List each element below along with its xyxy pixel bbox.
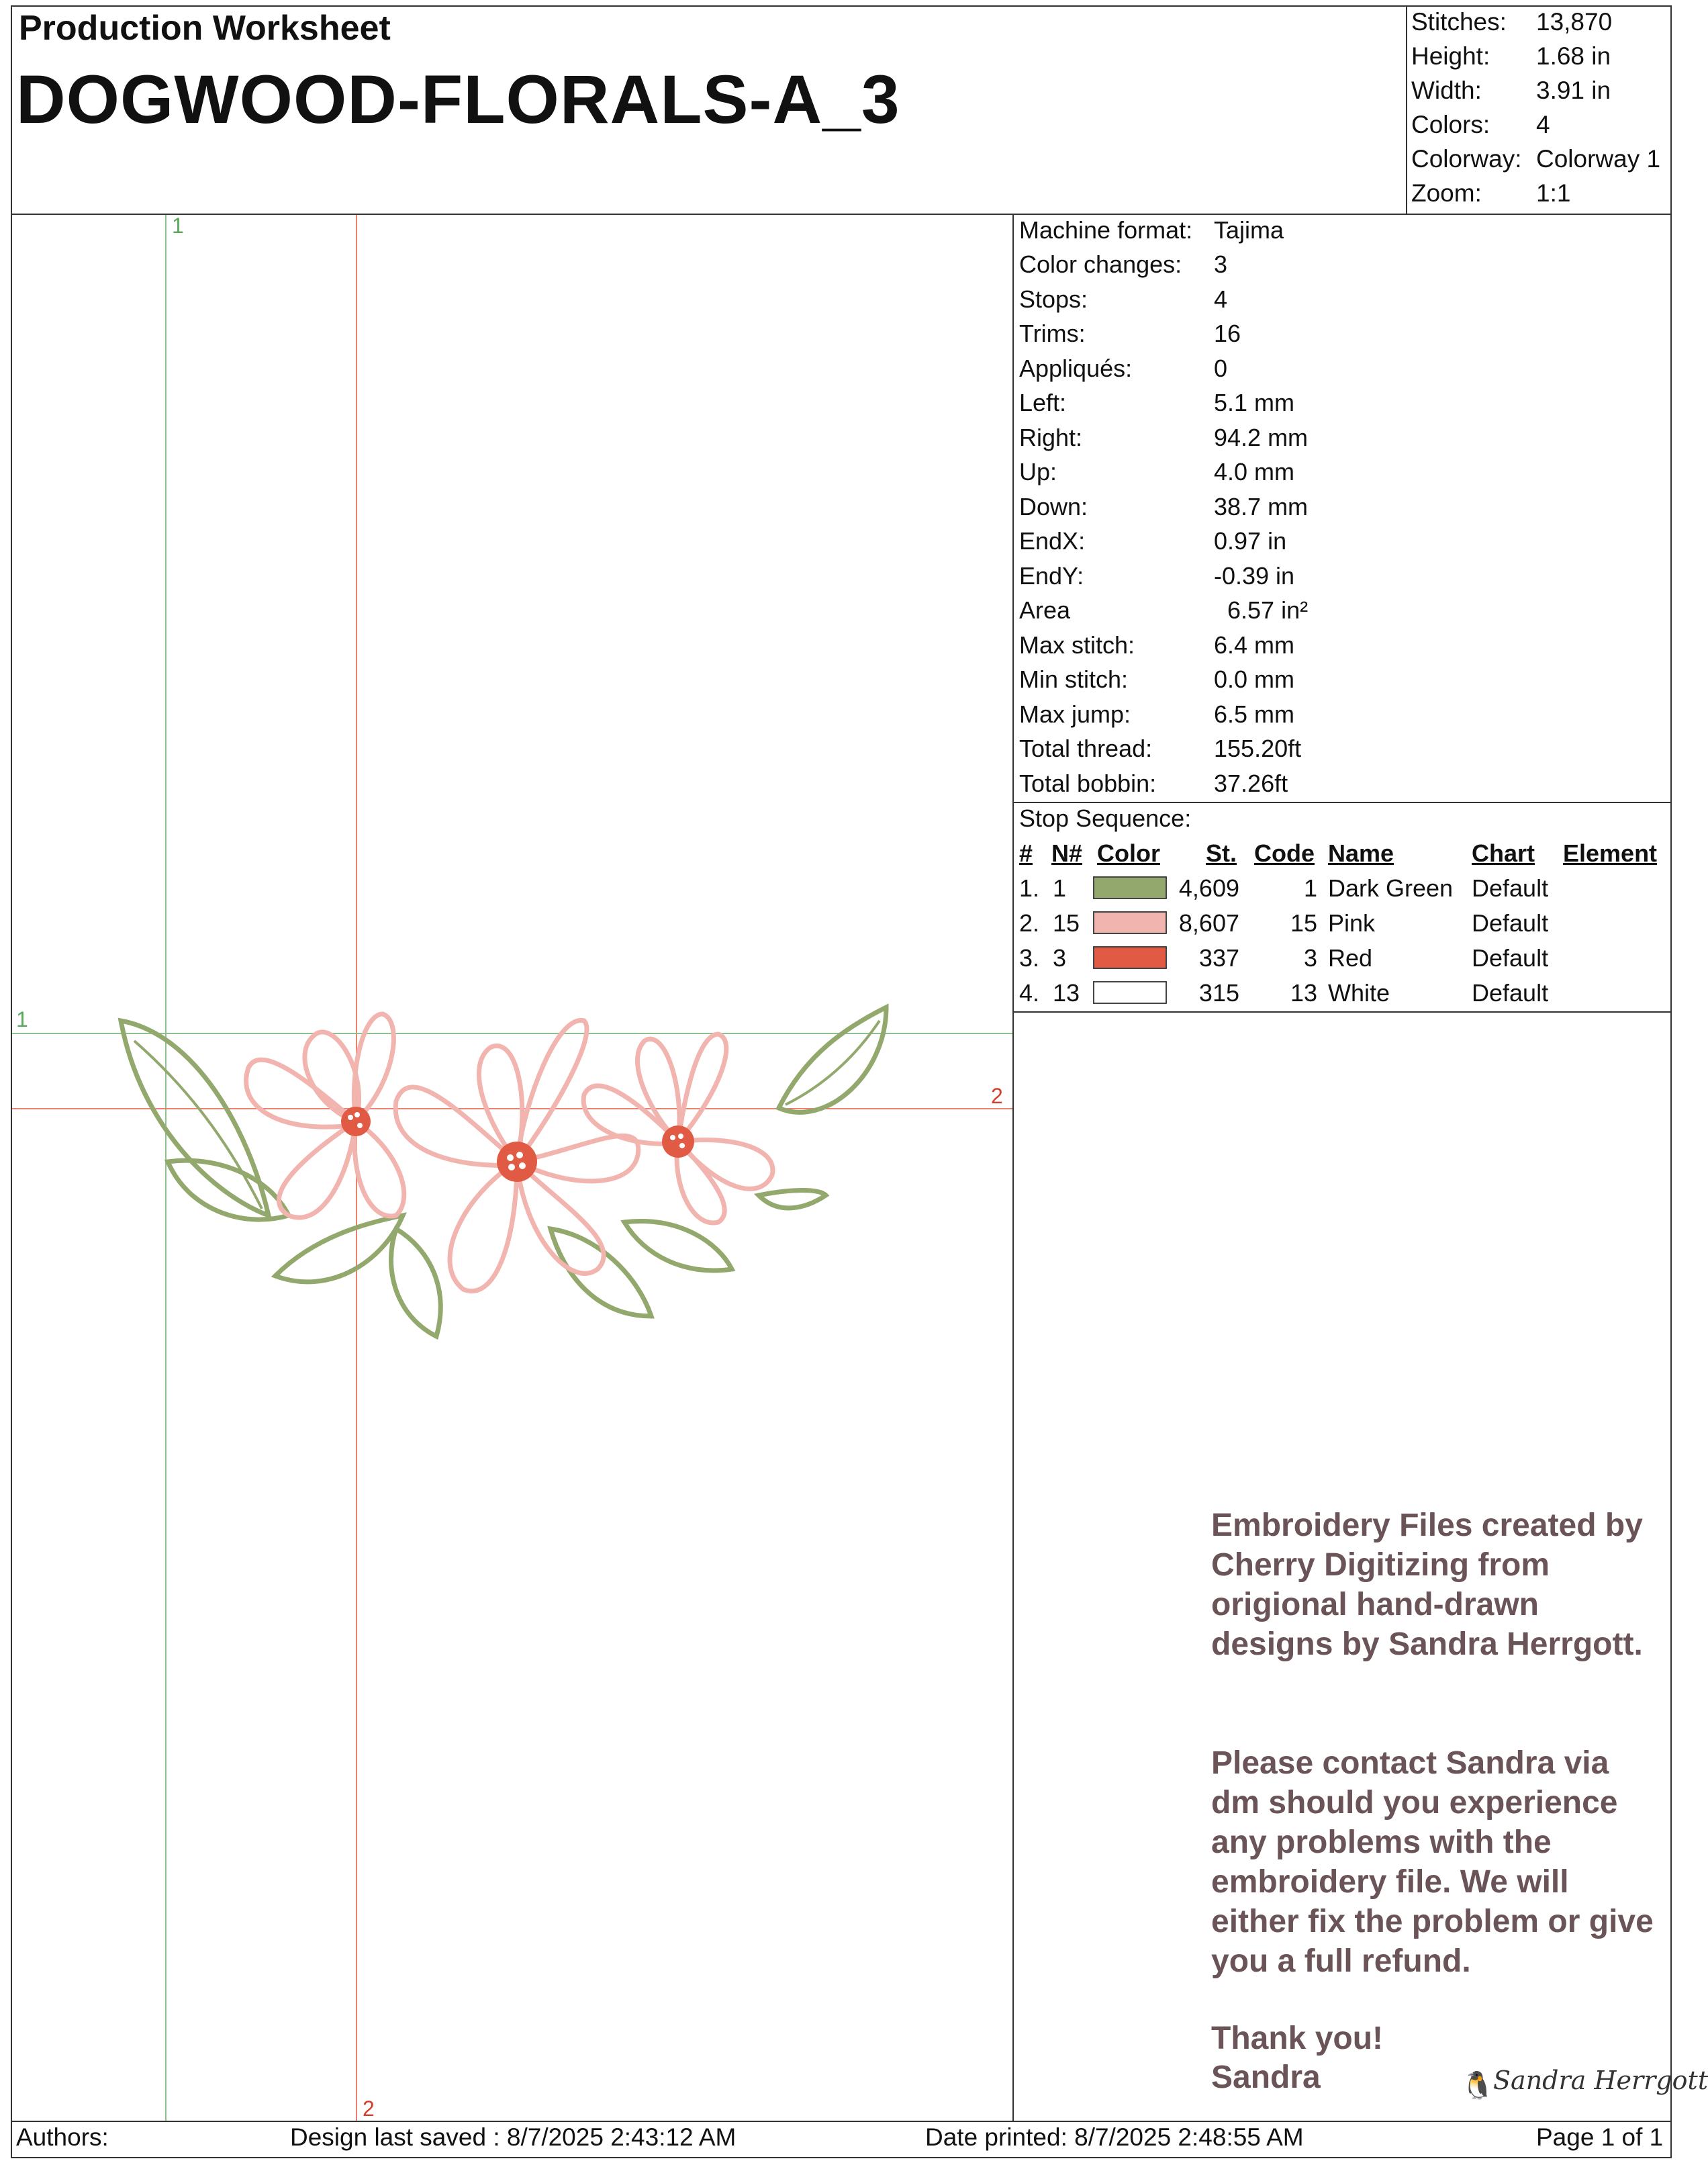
table-row-num: 4. <box>1019 979 1040 1007</box>
table-row-st: 337 <box>1198 944 1239 972</box>
leaf <box>779 1007 886 1112</box>
frame-right <box>1670 5 1672 2158</box>
signature-logo <box>1461 2058 1708 2105</box>
detail-label: Machine format: <box>1019 216 1193 244</box>
designer-note-p2: Please contact Sandra via dm should you experience any problems with the embroidery file. We will either fix the problem or give you a full refund. <box>1211 1745 1654 1979</box>
leaf <box>391 1229 441 1336</box>
summary-label: Colorway: <box>1411 145 1522 173</box>
table-row-chart: Default <box>1472 944 1549 972</box>
detail-value: 3 <box>1214 250 1228 278</box>
detail-label: Min stitch: <box>1019 665 1129 693</box>
signature-text: Sandra Herrgott <box>1493 2066 1708 2095</box>
canvas-divider <box>1012 214 1014 2122</box>
color-swatch <box>1093 911 1167 934</box>
table-divider <box>1012 1011 1672 1013</box>
frame-bottom <box>11 2157 1672 2158</box>
detail-value: 4.0 mm <box>1214 458 1295 486</box>
design-title: DOGWOOD-FLORALS-A_3 <box>16 61 900 138</box>
detail-value: 38.7 mm <box>1214 493 1309 520</box>
axis-label-v2: 2 <box>363 2097 375 2121</box>
leaf <box>275 1215 403 1282</box>
detail-value: 155.20ft <box>1214 735 1302 762</box>
detail-value: 6.4 mm <box>1214 631 1295 659</box>
color-swatch <box>1093 876 1167 899</box>
detail-value: 0 <box>1214 355 1228 382</box>
petal <box>246 1060 356 1127</box>
designer-note-p3: Thank you! <box>1211 2021 1384 2056</box>
footer-page: Page 1 of 1 <box>1536 2123 1664 2151</box>
petal <box>678 1034 726 1142</box>
table-row-n: 15 <box>1053 909 1080 937</box>
detail-value: 4 <box>1214 285 1228 313</box>
detail-label: Max stitch: <box>1019 631 1135 659</box>
detail-value: Tajima <box>1214 216 1284 244</box>
designer-note-p1: Embroidery Files created by Cherry Digitizing from origional hand-drawn designs by Sandra Herrgott. <box>1211 1508 1643 1662</box>
summary-value: 1.68 in <box>1536 42 1611 70</box>
detail-label: Stops: <box>1019 285 1088 313</box>
axis-label-h2: 2 <box>991 1084 1003 1108</box>
footer-authors: Authors: <box>16 2123 109 2151</box>
col-header-element: Element <box>1563 839 1658 867</box>
color-swatch <box>1093 981 1167 1004</box>
summary-value: 4 <box>1536 111 1550 138</box>
petal <box>354 1121 404 1216</box>
table-row-code: 1 <box>1303 874 1317 902</box>
axis-label-h1: 1 <box>16 1007 28 1031</box>
detail-value: 16 <box>1214 320 1241 347</box>
penguin-icon: 🐧 <box>1461 2071 1494 2101</box>
detail-label: Color changes: <box>1019 250 1182 278</box>
petal <box>517 1020 587 1162</box>
col-header-num: # <box>1019 839 1033 867</box>
table-row-name: Pink <box>1328 909 1376 937</box>
petal <box>279 1121 356 1217</box>
col-header-st: St. <box>1206 839 1237 867</box>
stop-sequence-title: Stop Sequence: <box>1019 804 1192 832</box>
table-row-chart: Default <box>1472 979 1549 1007</box>
header-divider <box>11 214 1672 215</box>
table-row-name: Dark Green <box>1328 874 1454 902</box>
table-row-st: 4,609 <box>1178 874 1239 902</box>
table-row-n: 13 <box>1053 979 1080 1007</box>
petal <box>450 1162 517 1291</box>
table-row-num: 3. <box>1019 944 1040 972</box>
detail-label: Max jump: <box>1019 700 1131 728</box>
col-header-n: N# <box>1051 839 1083 867</box>
detail-label: Total thread: <box>1019 735 1153 762</box>
detail-label: Left: <box>1019 389 1067 416</box>
detail-value: 0.97 in <box>1214 527 1287 555</box>
detail-value: 6.5 mm <box>1214 700 1295 728</box>
footer-date-printed: Date printed: 8/7/2025 2:48:55 AM <box>925 2123 1304 2151</box>
petal <box>638 1039 679 1142</box>
table-row-code: 15 <box>1290 909 1317 937</box>
summary-value: 3.91 in <box>1536 77 1611 104</box>
table-row-st: 8,607 <box>1178 909 1239 937</box>
table-row-chart: Default <box>1472 874 1549 902</box>
detail-label: Down: <box>1019 493 1088 520</box>
summary-divider <box>1406 5 1407 215</box>
summary-value: 1:1 <box>1536 179 1571 207</box>
footer-divider <box>11 2121 1672 2122</box>
detail-value: -0.39 in <box>1214 562 1295 590</box>
detail-value: 5.1 mm <box>1214 389 1295 416</box>
summary-label: Stitches: <box>1411 8 1507 36</box>
detail-value: 37.26ft <box>1214 770 1288 797</box>
frame-top <box>11 5 1672 7</box>
flower-center <box>497 1142 537 1182</box>
table-row-name: White <box>1328 979 1390 1007</box>
detail-label: EndX: <box>1019 527 1086 555</box>
col-header-chart: Chart <box>1472 839 1535 867</box>
detail-label: EndY: <box>1019 562 1084 590</box>
summary-value: 13,870 <box>1536 8 1613 36</box>
summary-label: Zoom: <box>1411 179 1482 207</box>
table-row-n: 1 <box>1053 874 1067 902</box>
table-row-st: 315 <box>1198 979 1239 1007</box>
summary-value: Colorway 1 <box>1536 145 1661 173</box>
table-row-num: 1. <box>1019 874 1040 902</box>
summary-label: Width: <box>1411 77 1482 104</box>
footer-last-saved: Design last saved : 8/7/2025 2:43:12 AM <box>290 2123 737 2151</box>
designer-note-p4: Sandra <box>1211 2060 1321 2095</box>
leaf <box>759 1191 826 1208</box>
detail-label: Area <box>1019 596 1071 624</box>
summary-label: Colors: <box>1411 111 1490 138</box>
detail-value: 6.57 in² <box>1227 596 1309 624</box>
details-divider <box>1012 802 1672 803</box>
summary-label: Height: <box>1411 42 1490 70</box>
detail-value: 94.2 mm <box>1214 424 1309 451</box>
col-header-color: Color <box>1097 839 1160 867</box>
table-row-code: 3 <box>1303 944 1317 972</box>
detail-label: Appliqués: <box>1019 355 1133 382</box>
detail-label: Right: <box>1019 424 1083 451</box>
frame-left <box>11 5 12 2158</box>
table-row-chart: Default <box>1472 909 1549 937</box>
table-row-n: 3 <box>1053 944 1067 972</box>
axis-label-v1: 1 <box>172 214 184 238</box>
table-row-name: Red <box>1328 944 1373 972</box>
detail-label: Trims: <box>1019 320 1086 347</box>
worksheet-subtitle: Production Worksheet <box>19 9 391 48</box>
flower-center <box>662 1125 694 1158</box>
leaf <box>168 1160 289 1219</box>
detail-label: Up: <box>1019 458 1057 486</box>
flower-center <box>341 1107 371 1136</box>
detail-value: 0.0 mm <box>1214 665 1295 693</box>
embroidery-preview <box>114 994 920 1343</box>
leaf <box>624 1221 732 1270</box>
table-row-num: 2. <box>1019 909 1040 937</box>
detail-label: Total bobbin: <box>1019 770 1157 797</box>
color-swatch <box>1093 946 1167 969</box>
table-row-code: 13 <box>1290 979 1317 1007</box>
col-header-name: Name <box>1328 839 1394 867</box>
col-header-code: Code <box>1254 839 1315 867</box>
